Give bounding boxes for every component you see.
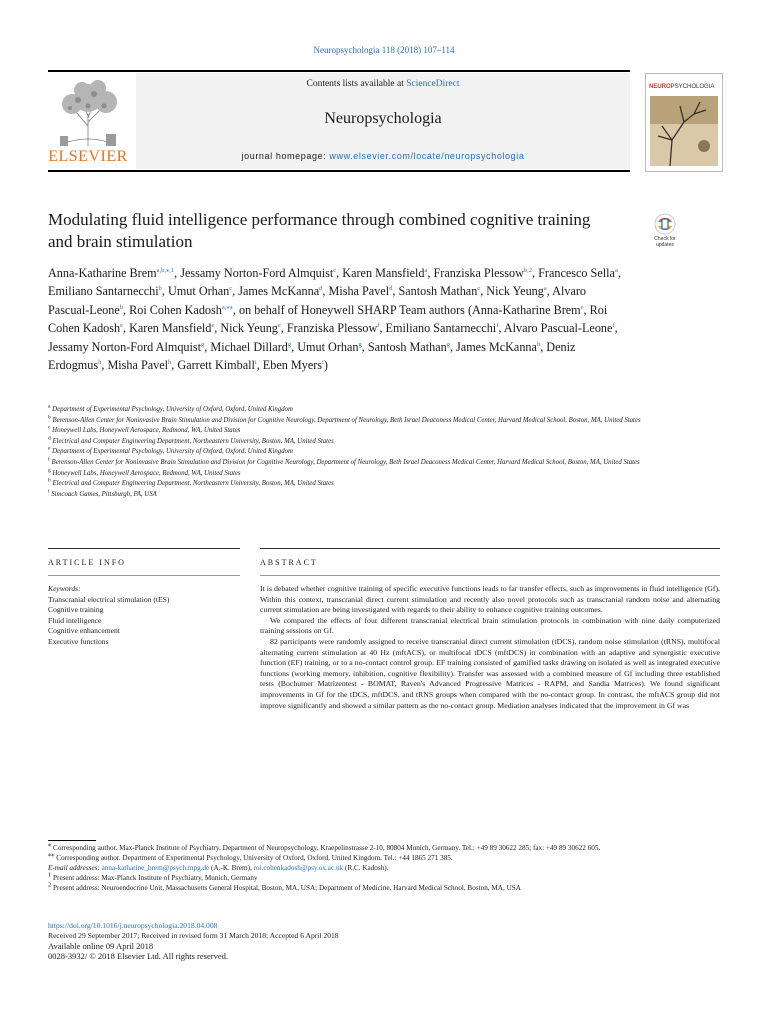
author-separator: , <box>617 266 621 280</box>
author-affiliation-marker[interactable]: a,⁎⁎ <box>221 303 233 311</box>
affiliation-text: Honeywell Labs, Honeywell Aerospace, Redmond, WA, United States <box>52 427 241 435</box>
author-affiliation-marker[interactable]: i <box>322 358 324 366</box>
author-separator: , <box>161 284 169 299</box>
author-affiliation-marker[interactable]: b,2 <box>523 266 533 274</box>
footnote-corresponding-2: ⁎⁎ Corresponding author. Department of Experimental Psychology, University of Oxford, Oxford, United Kingdom. Tel.: +44 1865 271 385. <box>48 851 453 862</box>
author-name[interactable]: Nick Yeung <box>220 321 278 336</box>
abstract-rule <box>260 548 720 549</box>
author-separator: , <box>392 284 399 299</box>
author-affiliation-marker[interactable]: b <box>119 303 123 311</box>
article-info-rule <box>48 548 240 549</box>
footnote-emails: E-mail addresses: anna-katharine_brem@psych.mpg.de (A.-K. Brem), roi.cohenkadosh@psy.ox.ac.uk (R.C. Kadosh). <box>48 864 389 872</box>
author-separator: , <box>614 321 618 336</box>
author-name[interactable]: Umut Orhan <box>168 284 230 299</box>
author-affiliation-marker[interactable]: e <box>277 322 281 330</box>
author-separator: , <box>280 321 287 336</box>
author-name[interactable]: Umut Orhan <box>297 339 359 354</box>
journal-citation[interactable]: Neuropsychologia 118 (2018) 107–114 <box>313 45 455 55</box>
affiliation-marker: e <box>48 446 51 453</box>
author-name[interactable]: James McKanna <box>456 339 537 354</box>
keyword-item: Fluid intelligence <box>48 615 102 625</box>
author-affiliation-marker[interactable]: f <box>496 322 499 330</box>
author-affiliation-marker[interactable]: a <box>614 266 618 274</box>
affiliation-text: Honeywell Labs, Honeywell Aerospace, Redmond, WA, United States <box>52 469 241 477</box>
affiliation-text: Department of Experimental Psychology, University of Oxford, Oxford, United Kingdom <box>52 406 293 413</box>
journal-homepage-link[interactable]: www.elsevier.com/locate/neuropsychologia <box>329 151 525 161</box>
keyword-item: Executive functions <box>48 636 109 646</box>
author-name[interactable]: James McKanna <box>238 284 320 299</box>
author-affiliation-marker[interactable]: g <box>358 340 362 348</box>
author-affiliation-marker[interactable]: h <box>536 340 541 348</box>
author-separator: , <box>123 321 130 336</box>
author-name[interactable]: Roi Cohen Kadosh <box>48 302 608 336</box>
author-affiliation-marker[interactable]: g <box>287 340 292 348</box>
affiliation-text: Electrical and Computer Engineering Department, Northeastern University, Boston, MA, United States <box>52 480 334 488</box>
author-name[interactable]: Franziska Plessow <box>433 266 524 280</box>
journal-name: Neuropsychologia <box>324 110 442 127</box>
author-name[interactable]: Eben Myers <box>262 358 323 373</box>
author-separator: , <box>336 266 343 280</box>
author-separator: , <box>540 339 547 354</box>
affiliation-text: Berenson-Allen Center for Noninvasive Brain Stimulation and Division for Cognitive Neurology, Department of Neurology, Beth Israel Deaconess Medical Center, Harvard Medical School, Boston, MA, United States <box>51 458 640 466</box>
author-affiliation-marker[interactable]: g <box>446 340 450 348</box>
abstract-paragraph: It is debated whether cognitive training of specific executive functions leads to far transfer effects, such as improvements in fluid intelligence (Gf). Within this context, transcranial direct current stimulation and recently also novel protocols such as transcranial random noise and alternating current stimulation are being investigated with regards to their ability to enhance cognitive training outcomes. <box>260 584 720 615</box>
affiliation-marker: b <box>48 414 51 421</box>
author-name[interactable]: Karen Mansfield <box>129 321 212 336</box>
keywords-label: Keywords: <box>48 584 81 593</box>
author-affiliation-marker[interactable]: a <box>543 285 547 293</box>
affiliation-item <box>48 426 688 437</box>
author-name[interactable]: Karen Mansfield <box>342 266 425 280</box>
author-separator: , <box>546 284 553 299</box>
author-separator: ) <box>323 358 328 373</box>
available-online: Available online 09 April 2018 <box>48 941 154 951</box>
author-name[interactable]: Deniz Erdogmus <box>48 339 576 373</box>
author-affiliation-marker[interactable]: b <box>158 285 162 293</box>
author-name[interactable]: Misha Pavel <box>107 358 169 373</box>
author-affiliation-marker[interactable]: h <box>168 358 172 366</box>
author-name[interactable]: Emiliano Santarnecchi <box>48 284 159 299</box>
author-affiliation-marker[interactable]: d <box>319 285 323 293</box>
abstract-paragraph: We compared the effects of four different transcranial electrical brain stimulation protocols in combination with nine daily computerized training sessions on Gf. <box>260 615 720 636</box>
article-info-subrule <box>48 575 240 576</box>
footnote-rule <box>48 840 96 841</box>
journal-homepage-line: journal homepage: www.elsevier.com/locate/neuropsychologia <box>241 151 525 161</box>
affiliation-item <box>48 437 688 448</box>
journal-cover-thumbnail <box>645 73 723 172</box>
sciencedirect-link[interactable]: ScienceDirect <box>406 79 460 89</box>
author-affiliation-marker[interactable]: d <box>389 285 393 293</box>
keyword-item: Cognitive training <box>48 605 104 614</box>
author-separator: , <box>123 302 130 317</box>
author-separator: , <box>171 358 178 373</box>
author-separator: , <box>204 339 211 354</box>
author-affiliation-marker[interactable]: c <box>333 266 337 274</box>
keyword-item: Cognitive enhancement <box>48 626 120 635</box>
abstract-subrule <box>260 575 720 576</box>
affiliation-text: Berenson-Allen Center for Noninvasive Brain Stimulation and Division for Cognitive Neurology, Department of Neurology, Beth Israel Deaconess Medical Center, Harvard Medical School, Boston, MA, United States <box>52 416 641 424</box>
author-separator: , <box>322 284 329 299</box>
affiliation-item <box>48 479 688 490</box>
author-separator: , <box>379 321 386 336</box>
author-name[interactable]: Emiliano Santarnecchi <box>385 321 497 336</box>
article-info-heading: ARTICLE INFO <box>48 558 126 567</box>
affiliation-marker: a <box>48 403 51 410</box>
author-name[interactable]: Anna-Katharine Brem <box>472 302 581 317</box>
author-name[interactable]: Jessamy Norton-Ford Almquist <box>48 339 202 354</box>
contents-lists-line: Contents lists available at ScienceDirect <box>306 79 460 89</box>
affiliation-item <box>48 405 688 416</box>
author-separator: , <box>427 266 434 280</box>
author-name[interactable]: Francesco Sella <box>538 266 615 280</box>
author-name[interactable]: Franziska Plessow <box>286 321 378 336</box>
author-name[interactable]: Anna-Katharine Brem <box>48 266 157 280</box>
author-name[interactable]: Santosh Mathan <box>367 339 447 354</box>
footnote-present-address-2: $^2$ Present address: Neuroendocrine Unit, Massachusetts General Hospital, Boston, MA, USA; Department of Medicine, Harvard Medical School, Boston, MA, USA <box>48 881 521 892</box>
elsevier-wordmark: ELSEVIER <box>48 148 128 165</box>
doi-link[interactable]: https://doi.org/10.1016/j.neuropsychologia.2018.04.008 <box>48 921 218 930</box>
author-affiliation-marker[interactable]: a <box>424 266 428 274</box>
abstract-body <box>260 584 720 711</box>
author-name[interactable]: Alvaro Pascual-Leone <box>503 321 613 336</box>
check-for-updates-label: Check for updates <box>654 236 676 248</box>
affiliations-list <box>48 405 688 500</box>
author-separator: , <box>174 266 181 280</box>
received-dates: Received 29 September 2017; Received in revised form 31 March 2018; Accepted 6 April 2018 <box>48 931 339 940</box>
affiliation-item <box>48 458 688 469</box>
email-link-brem[interactable]: anna-katharine_brem@psych.mpg.de <box>101 864 210 872</box>
author-affiliation-marker[interactable]: e <box>120 322 123 330</box>
header-bottom-rule <box>48 170 630 172</box>
affiliation-marker: g <box>48 467 51 474</box>
affiliation-text: Simcoach Games, Pittsburgh, PA, USA <box>51 490 157 498</box>
author-affiliation-marker[interactable]: g <box>201 340 205 348</box>
author-separator: , <box>498 321 504 336</box>
affiliation-item <box>48 469 688 480</box>
affiliation-item <box>48 447 688 458</box>
author-list <box>48 264 628 374</box>
keyword-item: Transcranial electrical stimulation (tES) <box>48 594 170 604</box>
author-separator: , <box>480 284 487 299</box>
author-affiliation-marker[interactable]: c <box>229 285 233 293</box>
affiliation-marker: f <box>48 456 50 463</box>
footnote-corresponding-1: ⁎ Corresponding author. Max-Planck Institute of Psychiatry, Department of Neuropsychology, Kraepelinstrasse 2-10, 80804 Munich, Germany. Tel.: +49 89 30622 285; fax: +49 89 30622 605. <box>48 841 601 852</box>
abstract-heading: ABSTRACT <box>260 558 318 567</box>
author-name[interactable]: Alvaro Pascual-Leone <box>48 284 587 317</box>
author-affiliation-marker[interactable]: e <box>211 322 215 330</box>
footnotes <box>48 843 720 893</box>
cover-title: NEUROPSYCHOLOGIA <box>649 84 715 90</box>
author-affiliation-marker[interactable]: f <box>612 322 615 330</box>
author-affiliation-marker[interactable]: e <box>580 303 584 311</box>
author-separator: , <box>532 266 539 280</box>
article-title: Modulating fluid intelligence performance through combined cognitive training and brain stimulation <box>48 210 591 251</box>
author-separator: , <box>214 321 221 336</box>
abstract-paragraph: 82 participants were randomly assigned to receive transcranial direct current stimulation (tDCS), random noise stimulation (tRNS), multifocal alternating current stimulation at 40 Hz (mftACS), or multifocal tDCS (mftDCS) in combination with an adaptive and synergistic executive function (EF) training, or to a no-contact control group. EF training consisted of gamified tasks drawing on isolated as well as integrated executive functions (working memory, inhibition, cognitive flexibility). Transfer was assessed with a combined measure of Gf including three established tests (Bochumer Matrizentest - BOMAT, Raven's Advanced Progressive Matrices - RAPM, and Sandia Matrices). We found significant improvements in Gf for the tDCS, mftDCS, and tRNS groups when compared with the no-contact group. In contrast, the mftACS group did not improve significantly and showed a similar pattern as the no-contact group. Mediation analyses indicated that the improvement in Gf was <box>260 636 720 710</box>
author-name[interactable]: Misha Pavel <box>328 284 390 299</box>
author-affiliation-marker[interactable]: c <box>477 285 481 293</box>
author-name[interactable]: Santosh Mathan <box>398 284 478 299</box>
affiliation-marker: c <box>48 424 51 431</box>
author-separator: , <box>583 302 590 317</box>
author-name[interactable]: Nick Yeung <box>486 284 544 299</box>
affiliation-text: Department of Experimental Psychology, University of Oxford, Oxford, United Kingdom <box>52 448 293 456</box>
author-separator: , <box>291 339 298 354</box>
affiliation-text: Electrical and Computer Engineering Department, Northeastern University, Boston, MA, United States <box>52 437 334 445</box>
author-separator: , <box>449 339 457 354</box>
author-affiliation-marker[interactable]: f <box>377 322 380 330</box>
author-name[interactable]: Jessamy Norton-Ford Almquist <box>180 266 334 280</box>
article-metadata <box>48 921 720 961</box>
author-name[interactable]: Michael Dillard <box>210 339 288 354</box>
copyright: 0028-3932/ © 2018 Elsevier Ltd. All rights reserved. <box>48 951 228 961</box>
author-affiliation-marker[interactable]: h <box>98 358 102 366</box>
cover-artwork <box>650 96 718 166</box>
footnote-present-address-1: $^1$ Present address: Max-Planck Institute of Psychiatry, Munich, Germany <box>48 871 258 882</box>
author-affiliation-marker[interactable]: i <box>254 358 257 366</box>
author-separator: , <box>232 284 239 299</box>
author-separator: , <box>101 358 108 373</box>
affiliation-marker: h <box>48 477 51 484</box>
affiliation-marker: d <box>48 435 51 442</box>
author-name[interactable]: Garrett Kimball <box>177 358 255 373</box>
affiliation-marker: i <box>48 488 50 495</box>
email-link-kadosh[interactable]: roi.cohenkadosh@psy.ox.ac.uk <box>253 864 344 872</box>
affiliation-item <box>48 416 688 427</box>
author-separator: , on behalf of Honeywell SHARP Team authors ( <box>232 302 473 317</box>
keywords-block <box>48 584 248 647</box>
author-separator: , <box>361 339 368 354</box>
affiliation-item <box>48 490 688 501</box>
header-top-rule <box>48 70 630 72</box>
author-affiliation-marker[interactable]: a,b,⁎,1 <box>156 266 175 274</box>
author-separator: , <box>256 358 263 373</box>
author-name[interactable]: Roi Cohen Kadosh <box>129 302 222 317</box>
